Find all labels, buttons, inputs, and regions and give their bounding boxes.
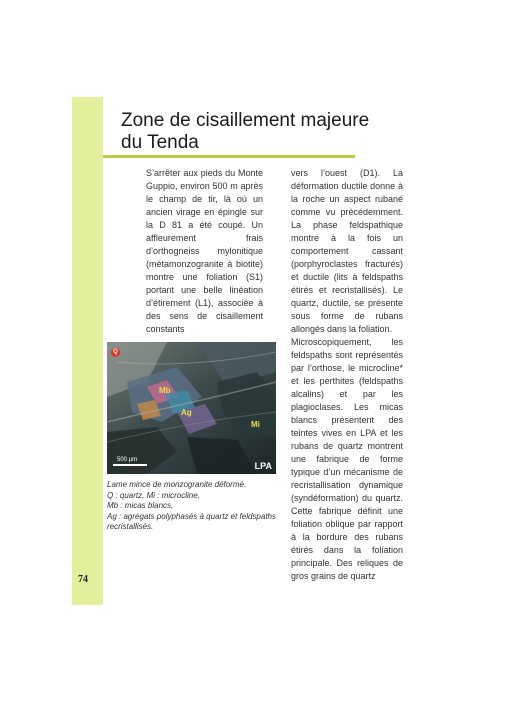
- label-micas-blancs: Mb: [159, 386, 171, 395]
- lpa-label: LPA: [254, 461, 272, 471]
- caption-line-3: Mb : micas blancs,: [107, 501, 174, 510]
- left-text-column: [146, 167, 263, 336]
- caption-line-4: Ag : agrégats polyphasés à quartz et feldspaths recristallisés.: [107, 511, 276, 531]
- photo-caption: [107, 480, 279, 533]
- page-title: Zone de cisaillement majeure du Tenda: [121, 110, 370, 153]
- page-number: 74: [78, 574, 88, 585]
- right-paragraph-1: vers l’ouest (D1). La déformation ductile donne à la roche un aspect rubané comme vu précédemment. La phase feldspathique montre à la fois un comportement cassant (porphyroclastes fracturés) et ductile (lits à feldspaths étirés et recristallisés). Le quartz, ductile, se présente sous forme de rubans allongés dans la foliation.: [291, 168, 403, 334]
- left-paragraph: S’arrêter aux pieds du Monte Guppio, environ 500 m après le champ de tir, là où un ancien virage en épingle sur la D 81 a été coupé. Un affleurement frais d’orthogneiss mylonitique (métamonzogranite à biotite) montre une foliation (S1) portant une belle linéation d’étirement (L1), associée à des sens de cisaillement constants: [146, 168, 263, 334]
- scale-bar: [113, 464, 147, 466]
- label-agregats: Ag: [181, 408, 192, 417]
- label-microcline: Mi: [251, 420, 260, 429]
- caption-line-1: Lame mince de monzogranite déformé.: [107, 480, 247, 489]
- side-color-band: [72, 97, 103, 605]
- scale-label: 500 µm: [117, 457, 138, 463]
- right-text-column: [291, 167, 403, 583]
- right-paragraph-2: Microscopiquement, les feldspaths sont représentés par l’orthose, le microcline* et les perthites (feldspaths alcalins) et par les plagioclases. Les micas blancs présentent des teintes vives en LPA et les rubans de quartz montrent une fabrique de forme typique d’un mécanisme de recristallisation dynamique (syndéformation) du quartz. Cette fabrique définit une foliation oblique par rapport à la bordure des rubans étirés dans la foliation principale. Des reliques de gros grains de quartz: [291, 337, 403, 581]
- caption-line-2: Q : quartz, Mi : microcline,: [107, 490, 200, 500]
- quartz-marker: Q: [111, 348, 120, 357]
- title-underline: [103, 155, 355, 158]
- thin-section-photo: [107, 342, 276, 474]
